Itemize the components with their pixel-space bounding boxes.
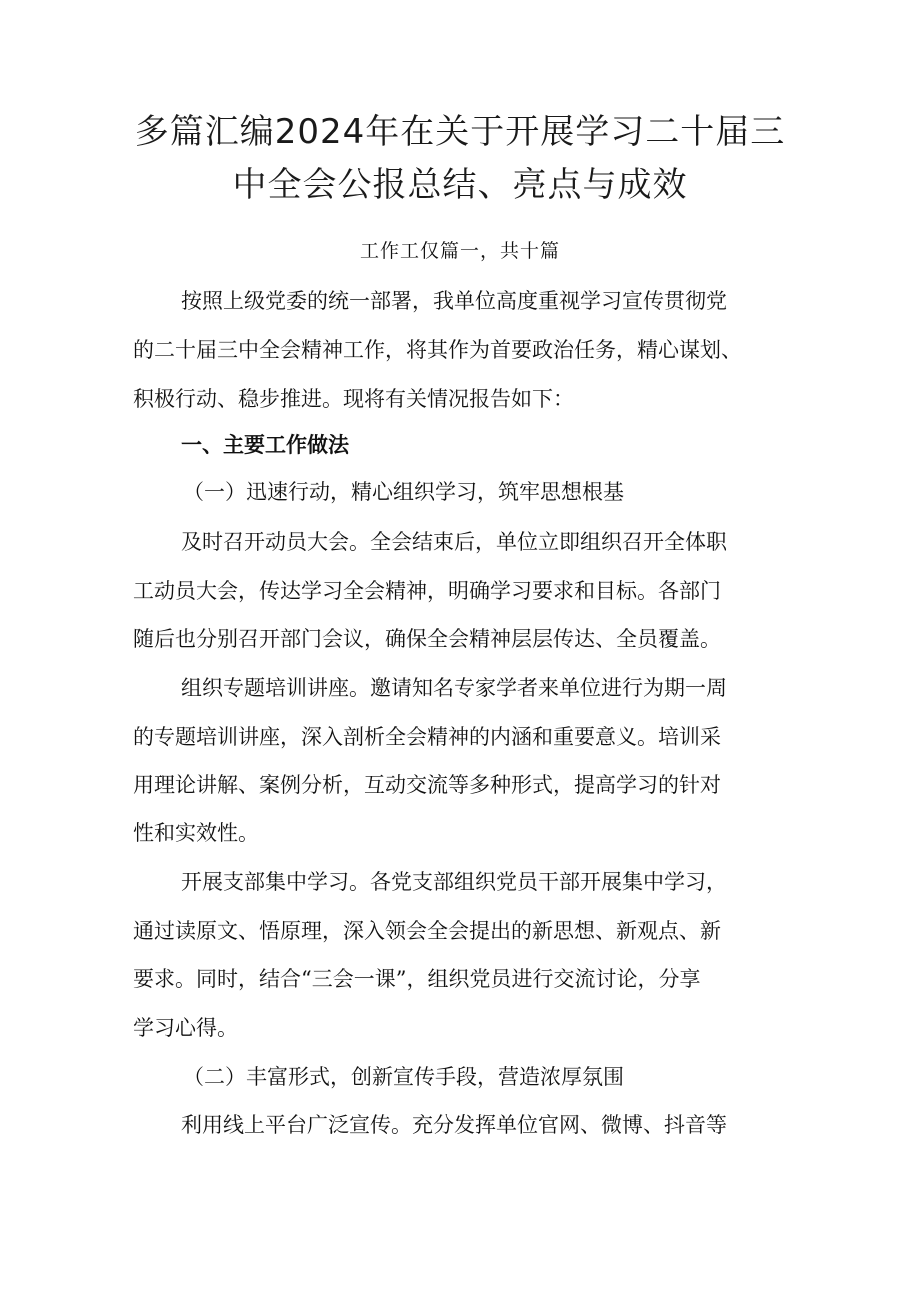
body-line: 利用线上平台广泛宣传。充分发挥单位官网、微博、抖音等 — [181, 1113, 727, 1137]
body-line: 学习心得。 — [133, 1016, 238, 1040]
body-line: 的专题培训讲座，深入剖析全会精神的内涵和重要意义。培训采 — [133, 725, 721, 749]
section-heading: 一、主要工作做法 — [181, 433, 349, 457]
body-line: 按照上级党委的统一部署，我单位高度重视学习宣传贯彻党 — [181, 289, 727, 313]
body-line: 积极行动、稳步推进。现将有关情况报告如下： — [133, 387, 574, 411]
body-line: 性和实效性。 — [133, 821, 259, 845]
subsection-heading: （二）丰富形式，创新宣传手段，营造浓厚氛围 — [183, 1065, 624, 1089]
body-line: 的二十届三中全会精神工作，将其作为首要政治任务，精心谋划、 — [133, 338, 742, 362]
subsection-heading: （一）迅速行动，精心组织学习，筑牢思想根基 — [183, 480, 624, 504]
body-line: 要求。同时，结合“三会一课”，组织党员进行交流讨论，分享 — [133, 967, 701, 991]
document-title-line-1: 多篇汇编2024年在关于开展学习二十届三 — [134, 112, 786, 152]
body-line: 及时召开动员大会。全会结束后，单位立即组织召开全体职 — [181, 530, 727, 554]
body-line: 随后也分别召开部门会议，确保全会精神层层传达、全员覆盖。 — [133, 627, 721, 651]
document-subtitle: 工作工仅篇一，共十篇 — [359, 240, 560, 262]
body-line: 通过读原文、悟原理，深入领会全会提出的新思想、新观点、新 — [133, 919, 721, 943]
body-line: 组织专题培训讲座。邀请知名专家学者来单位进行为期一周 — [181, 676, 727, 700]
body-line: 开展支部集中学习。各党支部组织党员干部开展集中学习， — [181, 870, 727, 894]
body-line: 用理论讲解、案例分析，互动交流等多种形式，提高学习的针对 — [133, 773, 721, 797]
document-title-line-2: 中全会公报总结、亮点与成效 — [232, 165, 688, 205]
body-line: 工动员大会，传达学习全会精神，明确学习要求和目标。各部门 — [133, 579, 721, 603]
